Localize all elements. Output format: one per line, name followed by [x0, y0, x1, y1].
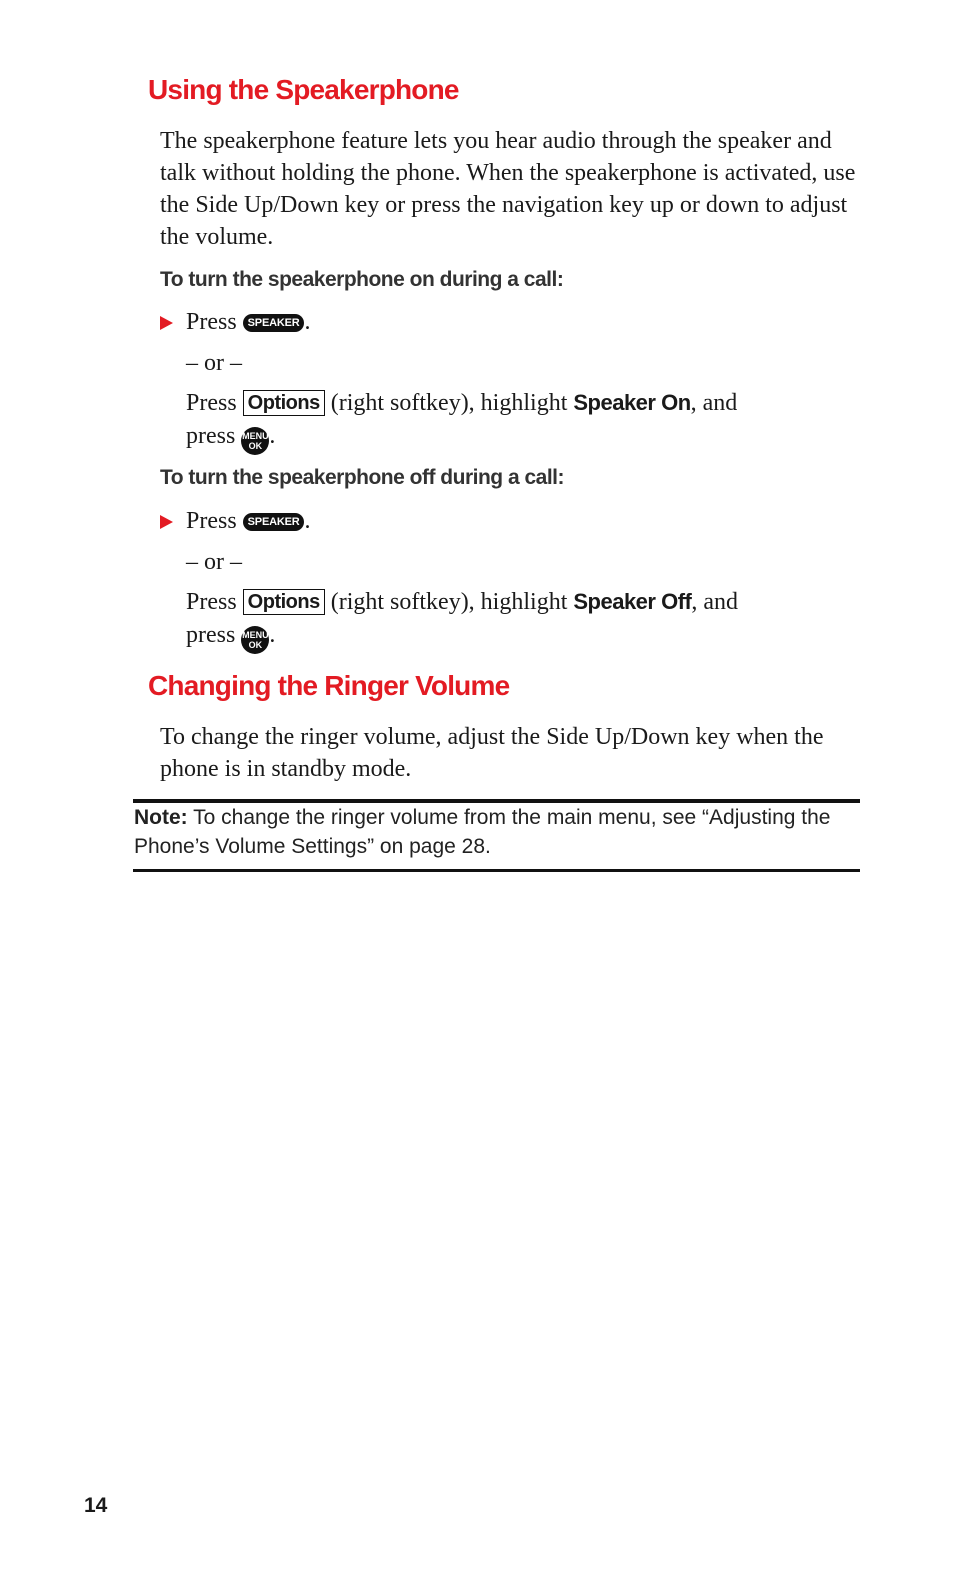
section-title-ringer-volume: Changing the Ringer Volume: [148, 670, 510, 701]
section-title-speakerphone: Using the Speakerphone: [148, 74, 459, 105]
step-press-menu-off: press MENU OK .: [186, 619, 275, 654]
options-softkey-icon: Options: [243, 390, 325, 416]
turn-off-heading: To turn the speakerphone off during a call:: [160, 466, 564, 489]
page-number: 14: [84, 1494, 108, 1517]
options-softkey-icon: Options: [243, 589, 325, 615]
step-press-menu-on: press MENU OK .: [186, 420, 275, 455]
ringer-volume-intro: To change the ringer volume, adjust the Side Up/Down key when the phone is in standby mode.: [160, 724, 824, 782]
speaker-key-icon: SPEAKER: [243, 314, 305, 332]
note-text: To change the ringer volume from the main menu, see “Adjusting the Phone’s Volume Settings” on page 28.: [134, 806, 831, 858]
note-bottom-rule: [133, 869, 860, 872]
turn-on-heading: To turn the speakerphone on during a call:: [160, 268, 564, 291]
bullet-arrow-icon: [160, 515, 173, 529]
step-press-speaker-off: Press SPEAKER .: [186, 508, 311, 534]
step-options-speaker-off: Press Options (right softkey), highlight Speaker Off, and: [186, 589, 739, 615]
speakerphone-intro: The speakerphone feature lets you hear audio through the speaker and talk without holding the phone. When the speakerphone is activated, use the Side Up/Down key or press the navigation key up or down to adjust the volume.: [160, 128, 856, 250]
bullet-arrow-icon: [160, 316, 173, 330]
step-press-speaker-on: Press SPEAKER .: [186, 309, 311, 335]
menu-ok-key-icon: MENU OK: [241, 427, 269, 455]
or-separator: – or –: [186, 350, 242, 376]
step-options-speaker-on: Press Options (right softkey), highlight Speaker On, and: [186, 390, 738, 416]
speaker-key-icon: SPEAKER: [243, 513, 305, 531]
or-separator: – or –: [186, 549, 242, 575]
note-label: Note:: [134, 806, 188, 829]
speaker-off-term: Speaker Off: [573, 589, 692, 614]
menu-ok-key-icon: MENU OK: [241, 626, 269, 654]
speaker-on-term: Speaker On: [573, 390, 691, 415]
note-box: [134, 803, 858, 861]
